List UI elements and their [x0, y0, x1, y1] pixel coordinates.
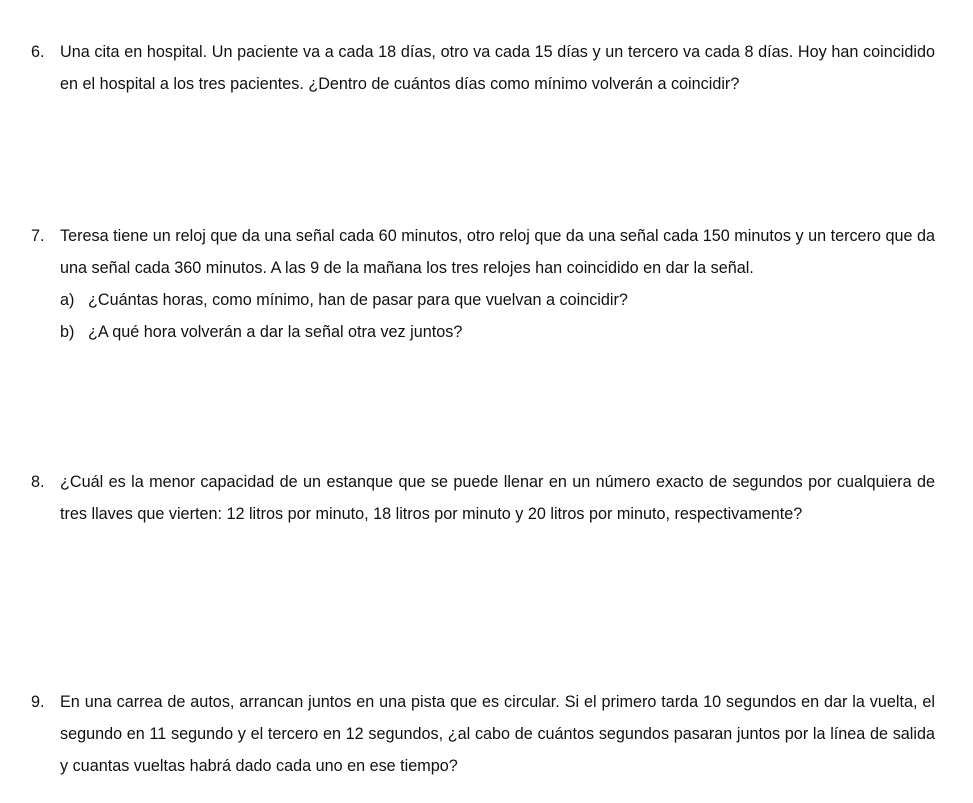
subquestion-text: ¿A qué hora volverán a dar la señal otra vez juntos?: [88, 323, 463, 341]
problem-number: 6.: [31, 43, 45, 61]
problem-9: [31, 686, 935, 782]
problem-text: En una carrea de autos, arrancan juntos en una pista que es circular. Si el primero tarda 10 segundos en dar la vuelta, el segundo en 11 segundo y el tercero en 12 segundos, ¿al cabo de cuántos segundos pasaran juntos por la línea de salida y cuantas vueltas habrá dado cada uno en ese tiempo?: [60, 693, 935, 775]
subquestion-letter: a): [60, 291, 75, 309]
subquestion-letter: b): [60, 323, 75, 341]
problem-7: [31, 220, 935, 348]
problem-number: 7.: [31, 227, 45, 245]
subquestion-b: [60, 316, 935, 348]
subquestion-text: ¿Cuántas horas, como mínimo, han de pasar para que vuelvan a coincidir?: [88, 291, 628, 309]
problem-number: 9.: [31, 693, 45, 711]
problem-text: Teresa tiene un reloj que da una señal cada 60 minutos, otro reloj que da una señal cada 150 minutos y un tercero que da una señal cada 360 minutos. A las 9 de la mañana los tres relojes han coincidido en dar la señal.: [60, 227, 935, 277]
subquestion-a: [60, 284, 935, 316]
problem-8: [31, 466, 935, 530]
problem-number: 8.: [31, 473, 45, 491]
problem-text: Una cita en hospital. Un paciente va a cada 18 días, otro va cada 15 días y un tercero va cada 8 días. Hoy han coincidido en el hospital a los tres pacientes. ¿Dentro de cuántos días como mínimo volverán a coincidir?: [60, 43, 935, 93]
problem-6: [31, 36, 935, 100]
problem-text: ¿Cuál es la menor capacidad de un estanque que se puede llenar en un número exacto de segundos por cualquiera de tres llaves que vierten: 12 litros por minuto, 18 litros por minuto y 20 litros por minuto, respectivamente?: [60, 473, 935, 523]
